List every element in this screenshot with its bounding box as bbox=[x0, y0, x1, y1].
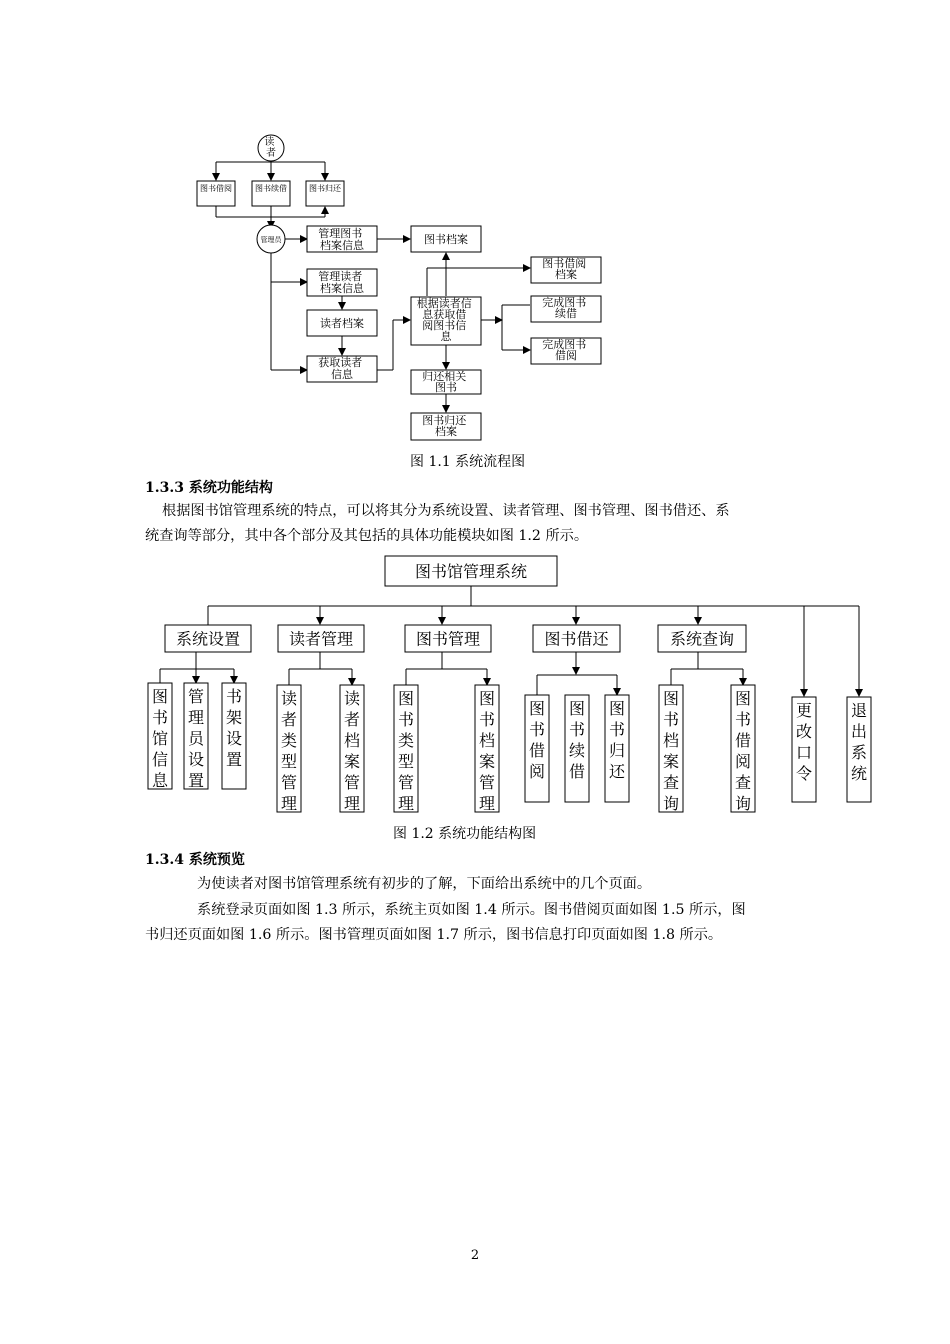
leaf-book-archive-query-label: 图书档案查询 bbox=[662, 689, 680, 813]
borrow-archive-box bbox=[531, 256, 601, 283]
manage-reader-info-box bbox=[307, 269, 377, 296]
module-reader-box-label: 读者管理 bbox=[288, 629, 354, 649]
leaf-shelf-settings bbox=[222, 683, 246, 789]
leaf-book-archive-manage-label: 图书档案管理 bbox=[478, 689, 496, 813]
reader-action-renew-label: 图书续借 bbox=[255, 184, 287, 193]
leaf-admin-settings bbox=[184, 683, 208, 790]
leaf-book-type-manage bbox=[394, 685, 418, 813]
paragraph-1-3-3-line2: 统查询等部分，其中各个部分及其包括的具体功能模块如图 1.2 所示。 bbox=[145, 528, 589, 544]
borrow-archive-label: 图书借阅 档案 bbox=[542, 257, 587, 281]
section-heading-1-3-4: 1.3.4 系统预览 bbox=[145, 852, 245, 868]
paragraph-1-3-4-para1: 为使读者对图书馆管理系统有初步的了解，下面给出系统中的几个页面。 bbox=[197, 876, 652, 892]
leaf-book-renew bbox=[565, 695, 589, 802]
figure-1-2-caption: 图 1.2 系统功能结构图 bbox=[393, 826, 537, 842]
get-borrow-info-box bbox=[411, 296, 481, 345]
root-system-box bbox=[385, 556, 557, 586]
section-heading-1-3-3: 1.3.3 系统功能结构 bbox=[145, 480, 273, 496]
paragraph-1-3-4-para2-line1: 系统登录页面如图 1.3 所示，系统主页如图 1.4 所示。图书借阅页面如图 1.5 所示，图 bbox=[197, 902, 746, 918]
module-book-box bbox=[405, 625, 491, 652]
manage-book-info-label: 管理图书 档案信息 bbox=[318, 227, 364, 252]
leaf-reader-type-manage-label: 读者类型管理 bbox=[280, 689, 298, 813]
reader-action-return-label: 图书归还 bbox=[309, 184, 341, 193]
leaf-book-borrow-query bbox=[731, 685, 755, 813]
finish-borrow-box bbox=[531, 337, 601, 364]
leaf-exit-system bbox=[847, 697, 871, 802]
get-reader-info-box bbox=[307, 355, 377, 382]
leaf-shelf-settings-label: 书架设置 bbox=[225, 687, 243, 769]
finish-renew-box bbox=[531, 295, 601, 322]
reader-action-borrow-label: 图书借阅 bbox=[200, 184, 232, 193]
reader-action-return-box bbox=[306, 181, 344, 206]
leaf-reader-type-manage bbox=[277, 685, 301, 813]
return-archive-label: 图书归还 档案 bbox=[422, 414, 467, 438]
leaf-book-archive-manage bbox=[475, 685, 499, 813]
leaf-reader-archive-manage-label: 读者档案管理 bbox=[343, 689, 361, 813]
leaf-book-borrow-query-label: 图书借阅查询 bbox=[734, 689, 752, 813]
leaf-library-info bbox=[148, 683, 172, 790]
page-number: 2 bbox=[470, 1248, 480, 1263]
finish-renew-label: 完成图书 续借 bbox=[542, 296, 587, 320]
leaf-book-borrow bbox=[525, 695, 549, 802]
reader-action-renew-box bbox=[252, 181, 290, 206]
return-archive-box bbox=[411, 413, 481, 440]
leaf-book-borrow-label: 图书借阅 bbox=[528, 699, 546, 781]
leaf-book-return bbox=[605, 695, 629, 802]
manage-reader-info-label: 管理读者 档案信息 bbox=[318, 270, 364, 295]
module-reader-box bbox=[278, 625, 364, 652]
module-query-box bbox=[658, 625, 746, 652]
leaf-exit-system-label: 退出系统 bbox=[850, 701, 868, 783]
paragraph-1-3-4-para2-line2: 书归还页面如图 1.6 所示。图书管理页面如图 1.7 所示，图书信息打印页面如图 1.8 所示。 bbox=[145, 927, 723, 943]
module-settings-box-label: 系统设置 bbox=[175, 629, 241, 649]
leaf-library-info-label: 图书馆信息 bbox=[151, 687, 169, 790]
leaf-book-return-label: 图书归还 bbox=[608, 699, 626, 781]
root-system-box-label: 图书馆管理系统 bbox=[414, 562, 528, 581]
leaf-book-archive-query bbox=[659, 685, 683, 813]
get-borrow-info-label: 根据读者信 息获取借 阅图书信 息 bbox=[416, 297, 472, 343]
book-archive-box bbox=[411, 226, 481, 252]
figure-1-1-caption: 图 1.1 系统流程图 bbox=[410, 454, 526, 470]
return-book-label: 归还相关 图书 bbox=[422, 370, 467, 394]
reader-archive-box bbox=[307, 310, 377, 336]
leaf-admin-settings-label: 管理员设置 bbox=[187, 687, 205, 790]
book-archive-label: 图书档案 bbox=[424, 233, 468, 246]
leaf-book-renew-label: 图书续借 bbox=[568, 699, 586, 781]
finish-borrow-label: 完成图书 借阅 bbox=[542, 338, 587, 362]
module-settings-box bbox=[165, 625, 251, 652]
module-book-box-label: 图书管理 bbox=[415, 629, 481, 649]
leaf-change-password bbox=[792, 697, 816, 802]
get-reader-info-label: 获取读者 信息 bbox=[318, 356, 363, 381]
admin-circle-label: 管理员 bbox=[260, 236, 282, 244]
reader-archive-label: 读者档案 bbox=[320, 317, 364, 330]
return-book-box bbox=[411, 369, 481, 394]
module-query-box-label: 系统查询 bbox=[669, 629, 735, 649]
reader-circle-label: 读 者 bbox=[264, 137, 276, 159]
structure-connectors bbox=[160, 586, 859, 696]
leaf-change-password-label: 更改口令 bbox=[795, 701, 813, 783]
manage-book-info-box bbox=[307, 226, 377, 252]
reader-action-borrow-box bbox=[197, 181, 235, 206]
module-borrow-box-label: 图书借还 bbox=[544, 629, 609, 649]
leaf-reader-archive-manage bbox=[340, 685, 364, 813]
module-borrow-box bbox=[533, 625, 620, 652]
leaf-book-type-manage-label: 图书类型管理 bbox=[397, 689, 415, 813]
paragraph-1-3-3-line1: 根据图书馆管理系统的特点，可以将其分为系统设置、读者管理、图书管理、图书借还、系 bbox=[162, 503, 730, 519]
